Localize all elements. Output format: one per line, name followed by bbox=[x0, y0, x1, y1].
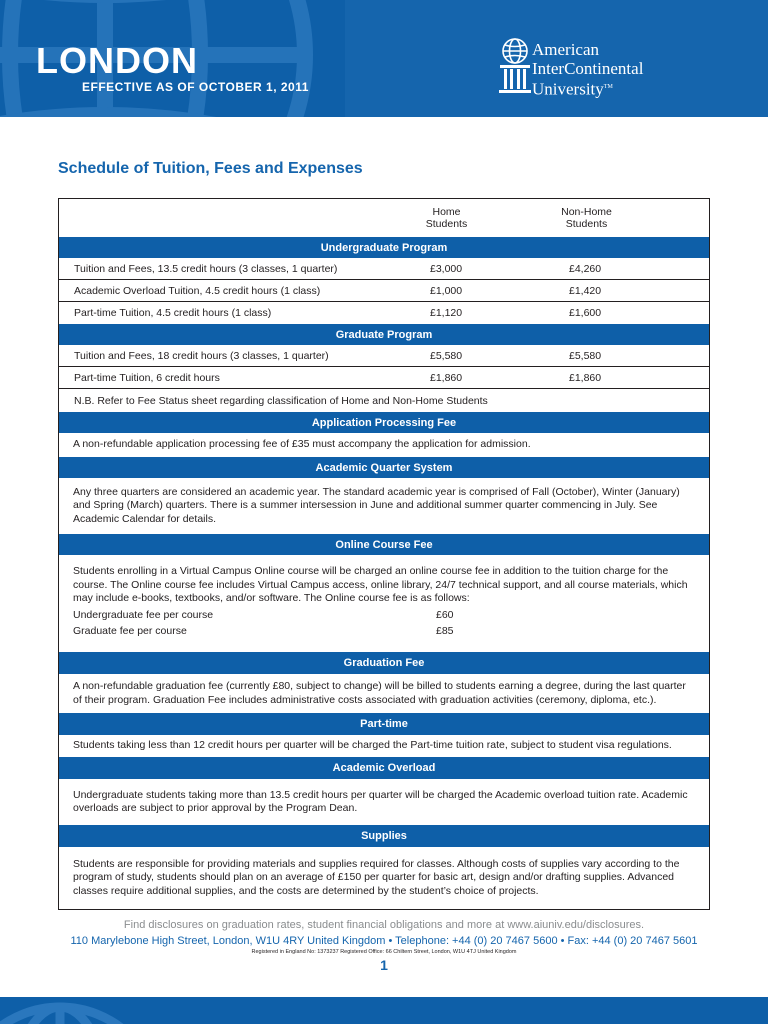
online-fee-row: Undergraduate fee per course £60 bbox=[73, 608, 454, 621]
overload-text: Undergraduate students taking more than 13.5 credit hours per quarter will be charged the Academic overload tuition rate. Academic overloads are subject to prior approval by the Program Dean. bbox=[73, 788, 688, 814]
globe-column-logo-icon bbox=[496, 38, 534, 98]
online-fee-row: Graduate fee per course £85 bbox=[73, 624, 454, 637]
section-heading-overload: Academic Overload bbox=[59, 757, 709, 779]
disclosures-line: Find disclosures on graduation rates, student financial obligations and more at www.aiuniv.edu/disclosures. bbox=[123, 919, 645, 931]
header-banner bbox=[0, 0, 768, 117]
page-title: Schedule of Tuition, Fees and Expenses bbox=[58, 160, 363, 177]
globe-watermark-icon bbox=[0, 997, 180, 1024]
logo-line-1: American bbox=[532, 40, 600, 59]
table-row: Tuition and Fees, 13.5 credit hours (3 classes, 1 quarter) £3,000 £4,260 bbox=[59, 258, 709, 280]
tuition-table bbox=[58, 198, 710, 910]
university-logo bbox=[496, 38, 736, 100]
table-row: Tuition and Fees, 18 credit hours (3 classes, 1 quarter) £5,580 £5,580 bbox=[59, 345, 709, 367]
graduation-text: A non-refundable graduation fee (currently £80, subject to change) will be billed to students earning a degree, during the last quarter of their program. Graduation Fee includes administrative costs associated with graduation activities (ceremony, diploma, etc.). bbox=[73, 680, 686, 706]
registered-line: Registered in England No: 1373237 Registered Office: 66 Chiltern Street, London, W1U 4TJ United Kingdom bbox=[251, 949, 517, 955]
city-title: LONDON bbox=[36, 40, 198, 81]
footer-banner bbox=[0, 997, 768, 1024]
section-heading-graduate: Graduate Program bbox=[59, 324, 709, 345]
quarter-text: Any three quarters are considered an academic year. The standard academic year is comprised of Fall (October), Winter (January) and Spring (March) quarters. There is a summer intersession in June and additional summer quarter commencing in July. See Academic Calendar for details. bbox=[73, 485, 680, 525]
table-row: Part-time Tuition, 4.5 credit hours (1 class) £1,120 £1,600 bbox=[74, 307, 602, 319]
home-students-header: Home Students bbox=[425, 206, 468, 230]
online-text: Students enrolling in a Virtual Campus Online course will be charged an online course fee in addition to the tuition charge for the course. The Online course fee includes Virtual Campus access, online library, 24/7 technical support, and all course materials, which may include e-books, textbooks, and/or software. The Online course fee is as follows: bbox=[73, 565, 688, 604]
application-text: A non-refundable application processing fee of £35 must accompany the application for admission. bbox=[73, 438, 531, 451]
effective-date: EFFECTIVE AS OF OCTOBER 1, 2011 bbox=[82, 80, 309, 94]
section-heading-quarter: Academic Quarter System bbox=[59, 457, 709, 478]
nonhome-students-header: Non-Home Students bbox=[561, 206, 612, 230]
logo-wordmark bbox=[532, 40, 643, 99]
page-number: 1 bbox=[380, 957, 388, 973]
parttime-text: Students taking less than 12 credit hours per quarter will be charged the Part-time tuition rate, subject to student visa regulations. bbox=[73, 739, 672, 752]
supplies-text: Students are responsible for providing materials and supplies required for classes. Although costs of supplies vary according to the program of study, students should plan on an average of £150 per quarter for basic art, design and/or drafting supplies. Advanced classes require additional supplies, and the costs are determined by the student’s choice of projects. bbox=[73, 857, 680, 897]
address-line: 110 Marylebone High Street, London, W1U 4RY United Kingdom • Telephone: +44 (0) 20 7467 5600 • Fax: +44 (0) 20 7467 5601 bbox=[70, 935, 698, 947]
section-heading-supplies: Supplies bbox=[59, 825, 709, 847]
fee-status-note: N.B. Refer to Fee Status sheet regarding classification of Home and Non-Home Students bbox=[74, 394, 488, 407]
section-heading-application: Application Processing Fee bbox=[59, 412, 709, 433]
logo-line-3: University™ bbox=[532, 79, 613, 99]
table-row: Academic Overload Tuition, 4.5 credit hours (1 class) £1,000 £1,420 bbox=[59, 280, 709, 302]
section-heading-undergraduate: Undergraduate Program bbox=[59, 237, 709, 258]
column-header-row bbox=[59, 199, 709, 237]
online-section bbox=[59, 555, 709, 652]
section-heading-parttime: Part-time bbox=[59, 713, 709, 735]
logo-line-2: InterContinental bbox=[532, 59, 644, 78]
section-heading-online: Online Course Fee bbox=[59, 534, 709, 555]
table-row: Part-time Tuition, 6 credit hours £1,860 £1,860 bbox=[59, 367, 709, 389]
section-heading-graduation: Graduation Fee bbox=[59, 652, 709, 674]
